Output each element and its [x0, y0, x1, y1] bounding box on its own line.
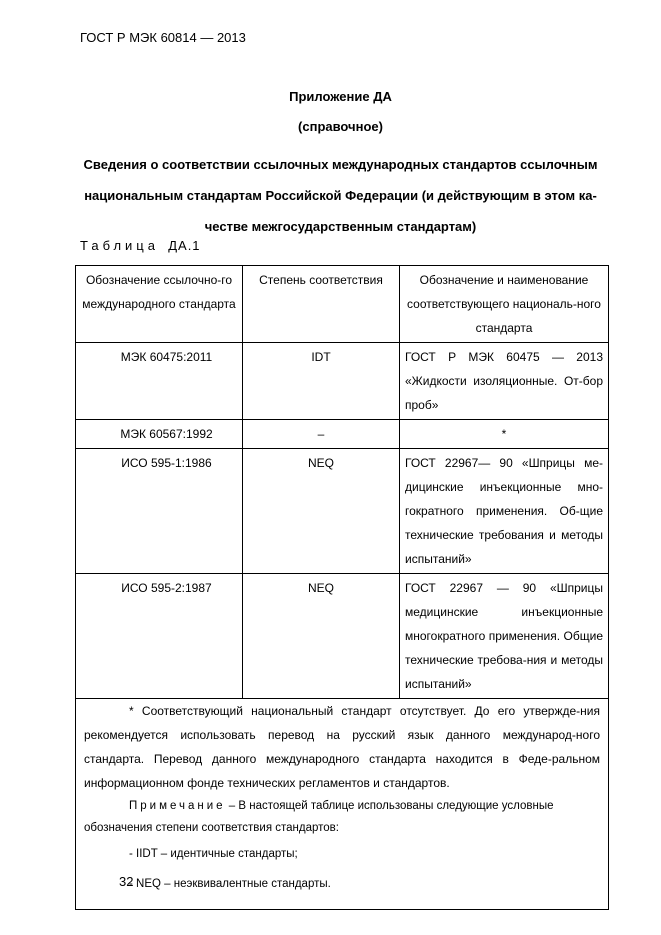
- cell-intl: МЭК 60567:1992: [76, 420, 243, 449]
- cell-intl: ИСО 595-1:1986: [76, 449, 243, 574]
- table-caption-label: Таблица: [80, 238, 159, 253]
- cell-national: *: [400, 420, 609, 449]
- annex-heading: Сведения о соответствии ссылочных международных стандартов ссылочным национальным стандартам Российской Федерации (и действующим в этом ка-честве межгосударственным стандартам): [83, 157, 598, 234]
- table-caption: [80, 238, 201, 253]
- table-row: [76, 420, 609, 449]
- cell-intl: ИСО 595-2:1987: [76, 574, 243, 699]
- footnote-row: [76, 699, 609, 910]
- table-row: [76, 343, 609, 420]
- document-header: ГОСТ Р МЭК 60814 — 2013: [80, 30, 246, 45]
- cell-degree: –: [243, 420, 400, 449]
- footnote-main: * Соответствующий национальный стандарт отсутствует. До его утвержде-ния рекомендуется использовать перевод на русский язык данного международ-ного стандарта. Перевод данного международного стандарта находится в Феде-ральном информационном фонде технических регламентов и стандартов.: [84, 704, 600, 790]
- cell-degree: NEQ: [243, 449, 400, 574]
- correspondence-table: [75, 265, 609, 910]
- footnote-cell: [76, 699, 609, 910]
- table-header-row: [76, 266, 609, 343]
- annex-subtitle: (справочное): [298, 119, 383, 134]
- annex-title: Приложение ДА: [289, 89, 392, 104]
- footnote-note: [84, 795, 600, 817]
- cell-degree: NEQ: [243, 574, 400, 699]
- footnote-item-neq: - NEQ – неэквивалентные стандарты.: [129, 878, 331, 890]
- table-caption-number: ДА.1: [168, 238, 201, 253]
- cell-national: ГОСТ 22967 — 90 «Шприцы медицинские инъекционные многократного применения. Общие технические требова-ния и методы испытаний»: [400, 574, 609, 699]
- table-row: [76, 574, 609, 699]
- header-degree: Степень соответствия: [243, 266, 400, 343]
- page-number: 32: [119, 874, 134, 889]
- cell-degree: IDT: [243, 343, 400, 420]
- header-national-standard: Обозначение и наименование соответствующего националь-ного стандарта: [400, 266, 609, 343]
- note-text: – В настоящей таблице использованы следующие условные: [225, 800, 554, 812]
- footnote-item-idt: - IIDT – идентичные стандарты;: [129, 848, 298, 860]
- footnote-note-continued: обозначения степени соответствия стандартов:: [84, 822, 339, 834]
- note-label: Примечание: [129, 800, 226, 812]
- cell-national: ГОСТ 22967— 90 «Шприцы ме-дицинские инъекционные мно-гократного применения. Об-щие технические требования и методы испытаний»: [400, 449, 609, 574]
- table-row: [76, 449, 609, 574]
- cell-national: ГОСТ Р МЭК 60475 — 2013 «Жидкости изоляционные. От-бор проб»: [400, 343, 609, 420]
- cell-intl: МЭК 60475:2011: [76, 343, 243, 420]
- header-intl-standard: Обозначение ссылочно-го международного стандарта: [76, 266, 243, 343]
